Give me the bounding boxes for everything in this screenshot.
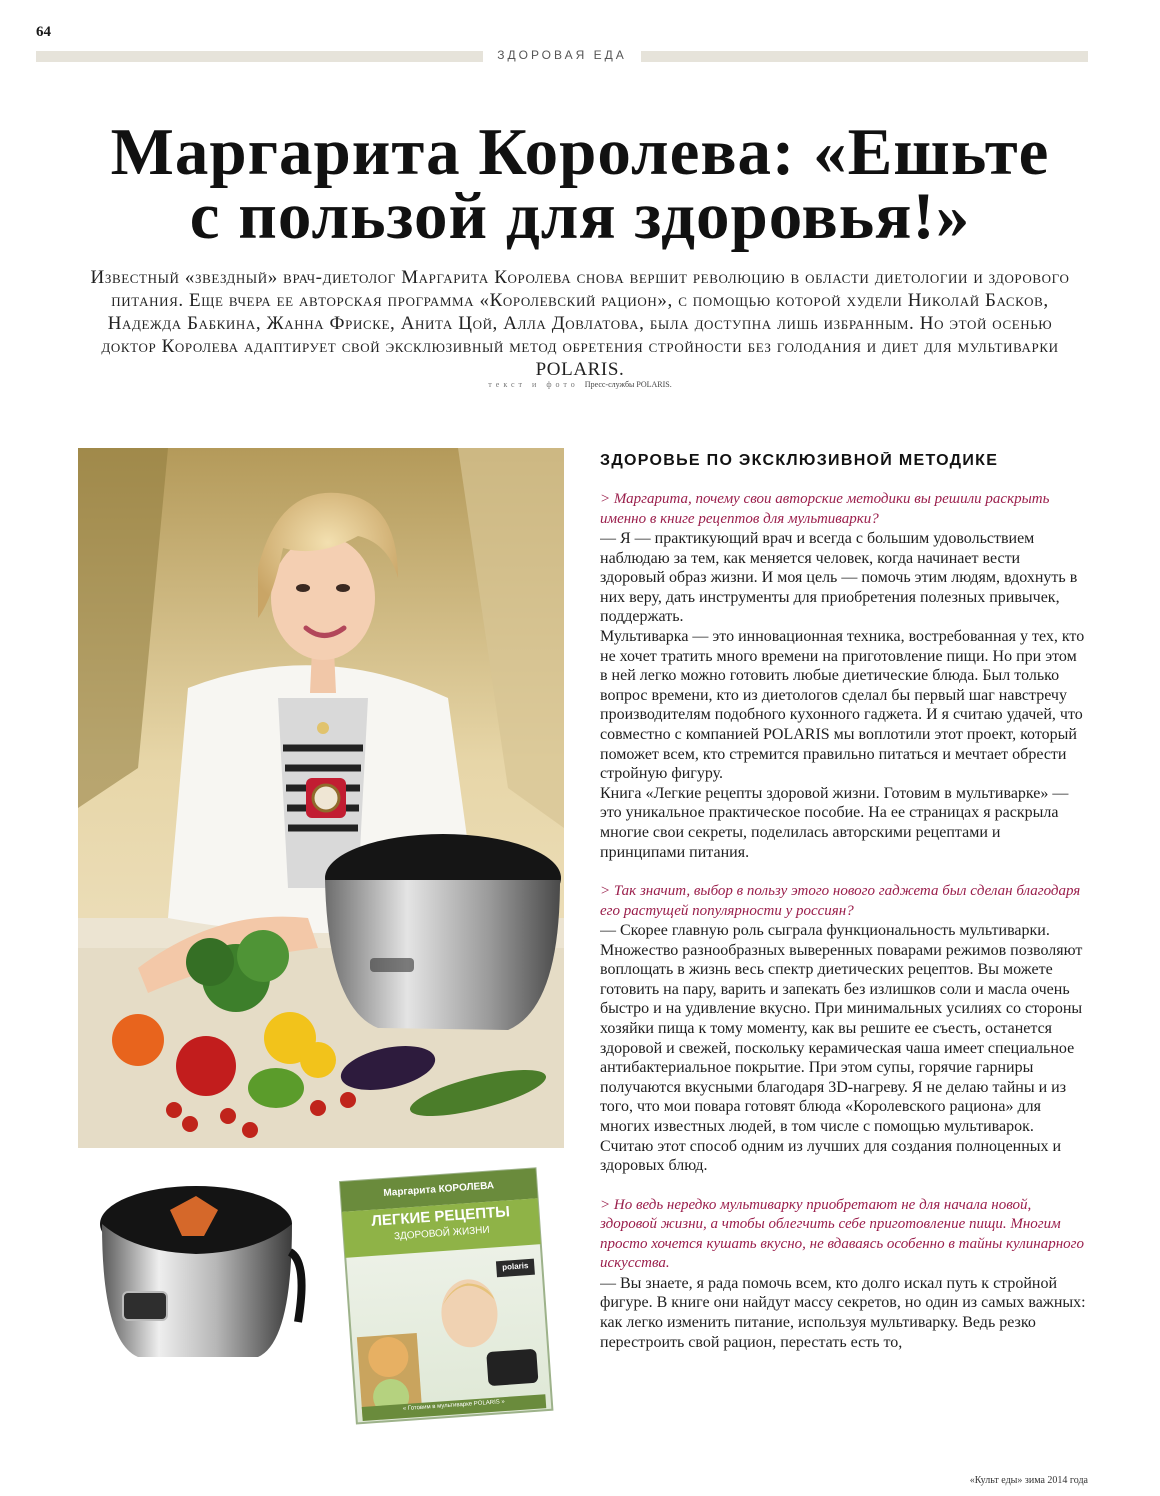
question-1: > Маргарита, почему свои авторские методики вы решили раскрыть именно в книге рецептов для мультиварки? <box>600 491 1050 527</box>
section-label <box>0 48 1124 62</box>
article-subhead: ЗДОРОВЬЕ ПО ЭКСКЛЮЗИВНОЙ МЕТОДИКЕ <box>600 452 999 469</box>
question-3: > Но ведь нередко мультиварку приобретают не для начала новой, здоровой жизни, а чтобы облегчить себе приготовление пищи. Многим просто хочется кушать вкусно, не вдаваясь особенно в тайны кулинарного искусства. <box>600 1196 1085 1272</box>
answer-1-paragraph-1: — Я — практикующий врач и всегда с большим удовольствием наблюдаю за тем, как меняется человек, когда начинает вести здоровый образ жизни. И моя цель — помочь этим людям, вдохнуть в них веру, дать инструменты для приобретения полезных привычек, поддержать. <box>600 530 1078 626</box>
headline-line-1: Маргарита Королева: «Ешьте <box>110 115 1050 189</box>
book-title: ЛЕГКИЕ РЕЦЕПТЫ <box>370 1203 511 1230</box>
headline-line-2: с пользой для здоровья!» <box>189 179 971 253</box>
article-column <box>600 452 1088 1462</box>
portrait-illustration <box>78 448 564 1148</box>
page-number: 64 <box>36 24 51 40</box>
book-footer: « Готовим в мультиварке POLARIS » <box>402 1399 506 1413</box>
answer-1-paragraph-3: Книга «Легкие рецепты здоровой жизни. Готовим в мультиварке» — это уникальное практическое пособие. На ее страницах я раскрыла многие свои секреты, поделилась авторскими рецептами и принципами питания. <box>600 784 1069 861</box>
question-2: > Так значит, выбор в пользу этого нового гаджета был сделан благодаря его растущей популярности у россиян? <box>600 883 1081 919</box>
book-cover-text <box>340 1168 552 1423</box>
lede: Известный «звездный» врач-диетолог Маргарита Королева снова вершит революцию в области диетологии и здорового питания. Еще вчера ее авторская программа «Королевский рацион», с помощью которой худели Николай Басков, Надежда Бабкина, Жанна Фриске, Анита Цой, Алла Довлатова, была доступна лишь избранным. Но этой осенью доктор Королева адаптирует свой эксклюзивный метод обретения стройности без голодания и диет для мультиварки POLARIS. <box>90 267 1070 380</box>
answer-3-paragraph-1: — Вы знаете, я рада помочь всем, кто долго искал путь к стройной фигуре. В книге они найдут массу секретов, но один из самых важных: как легко изменить питание, используя мультиварку. Ведь резко перестроить свой рацион, перестать есть то, <box>600 1274 1086 1351</box>
book-author: Маргарита КОРОЛЕВА <box>383 1180 495 1199</box>
qa-block-1 <box>600 490 1088 862</box>
book-brand-badge: polaris <box>501 1261 529 1272</box>
portrait-photo <box>78 448 564 1148</box>
byline-value: Пресс-службы POLARIS. <box>584 380 672 389</box>
page-footer: «Культ еды» зима 2014 года <box>969 1475 1088 1486</box>
section-label-text: ЗДОРОВАЯ ЕДА <box>483 48 641 62</box>
qa-block-2 <box>600 882 1088 1176</box>
byline <box>0 380 1160 389</box>
products-panel <box>78 1152 564 1430</box>
answer-1-paragraph-2: Мультиварка — это инновационная техника, востребованная у тех, кто не хочет тратить много времени на приготовление пищи. Но при этом в ней легко можно готовить любые диетические блюда. Был только вопрос времени, кто из диетологов сделал бы первый шаг навстречу производителям подобного кухонного гаджета. И я считаю удачей, что совместно с компанией POLARIS мы воплотили этот проект, который поможет всем, кто стремится правильно питаться и мечтает обрести стройную фигуру. <box>600 627 1085 783</box>
byline-label: текст и фото <box>488 380 579 389</box>
answer-2-paragraph-1: — Скорее главную роль сыграла функциональность мультиварки. Множество разнообразных выверенных поварами режимов позволяют воплощать в жизнь весь спектр диетических рецептов. Вы можете готовить на пару, варить и запекать без излишков соли и масла очень быстро и на удивление вкусно. При минимальных усилиях со стороны хозяйки пища к тому моменту, как вы решите ее съесть, останется здоровой и свежей, поскольку керамическая чаша имеет специальное антибактериальное покрытие. При этом супы, горячие гарниры получаются вкусными благодаря 3D-нагреву. Я не делаю тайны и из того, что мои повара готовят блюда «Королевского рациона» для многих известных людей, в том числе с помощью мультиварок. Считаю этот способ одним из лучших для создания полноценных и здоровых блюд. <box>600 922 1083 1175</box>
book-subtitle: ЗДОРОВОЙ ЖИЗНИ <box>393 1224 490 1243</box>
headline <box>40 115 1120 253</box>
qa-block-3 <box>600 1196 1088 1352</box>
